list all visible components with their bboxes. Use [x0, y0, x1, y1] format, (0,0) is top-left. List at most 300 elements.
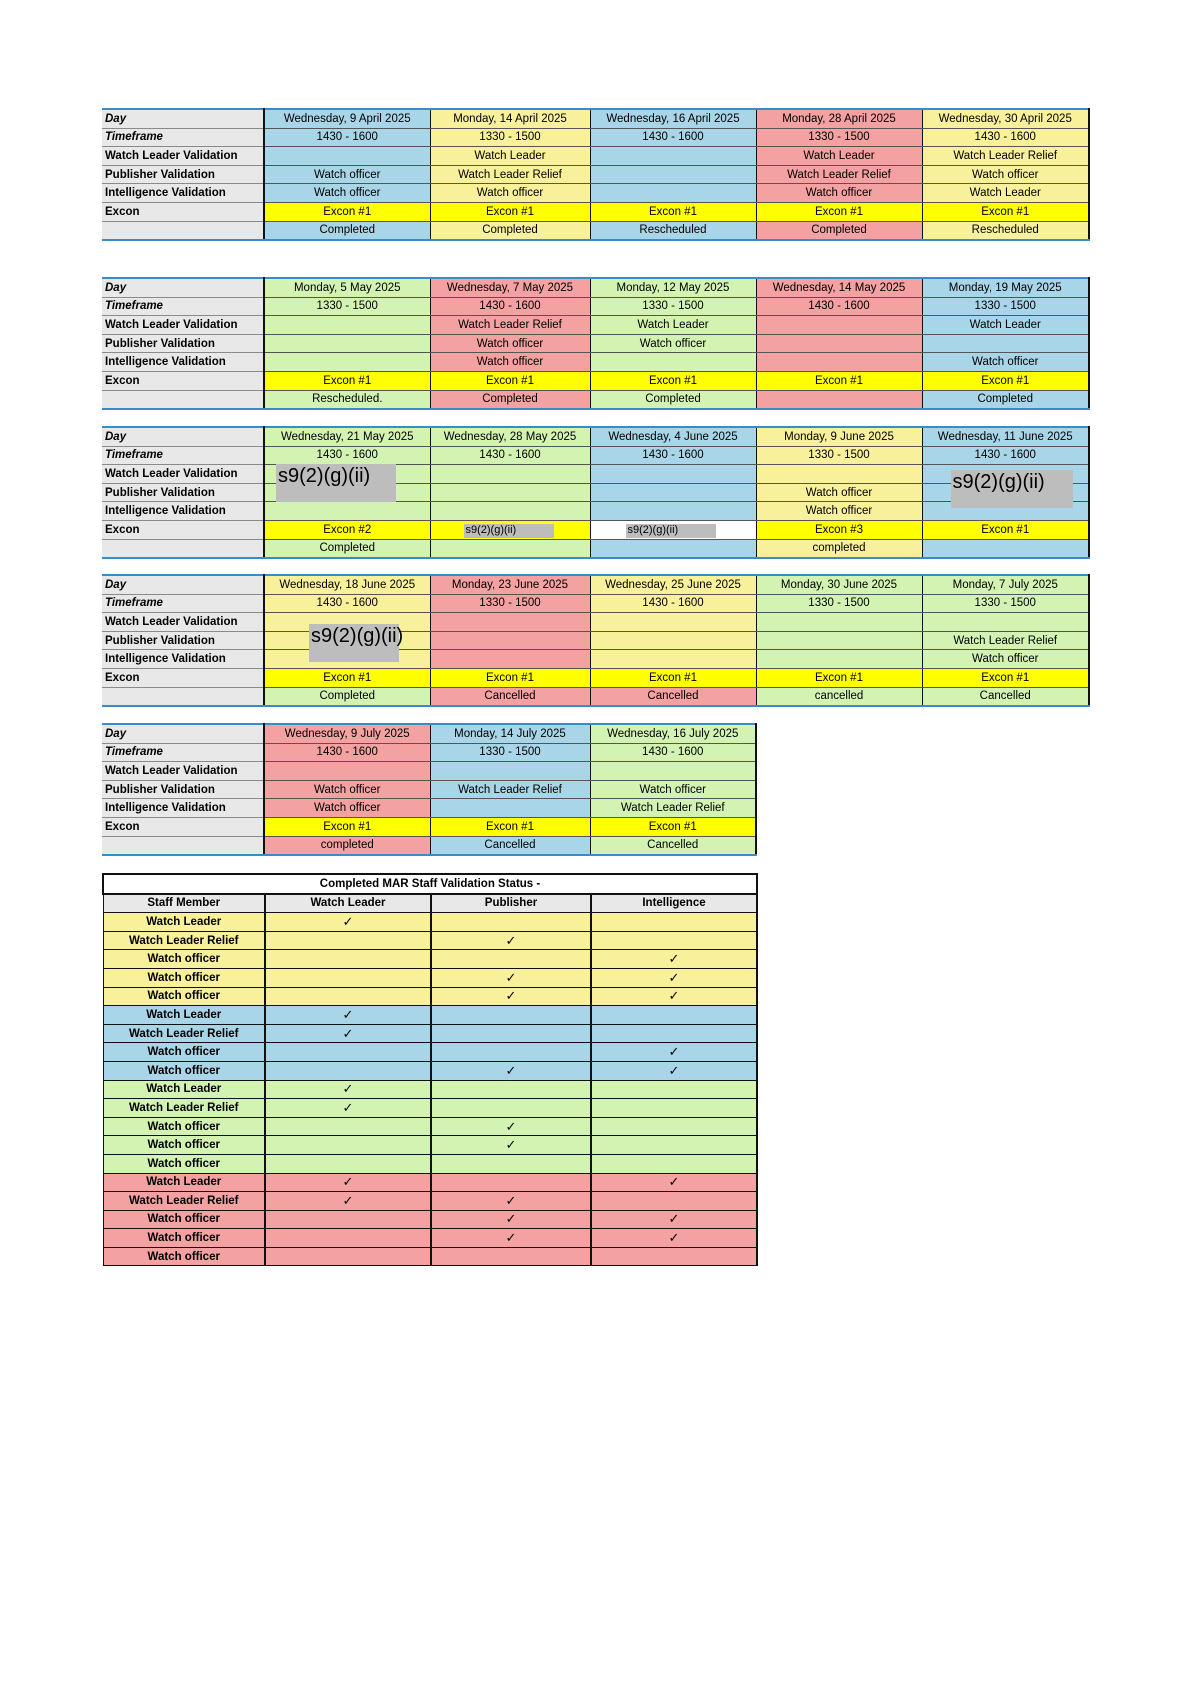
check-icon: ✓ — [342, 1025, 354, 1041]
check-icon: ✓ — [668, 1062, 680, 1078]
day-cell: Wednesday, 9 July 2025 — [264, 724, 430, 743]
day-cell: Wednesday, 18 June 2025 — [264, 575, 430, 594]
intelligence-cell — [430, 650, 590, 669]
table-row — [103, 913, 757, 932]
row-label-intelligence: Intelligence Validation — [102, 650, 264, 669]
table-row — [103, 968, 757, 987]
timeframe-cell: 1430 - 1600 — [430, 446, 590, 465]
intelligence-check-cell — [591, 1080, 757, 1099]
publisher-cell — [430, 483, 590, 502]
intelligence-cell: Watch officer — [756, 184, 922, 203]
watch-leader-cell — [590, 147, 756, 166]
day-cell: Wednesday, 14 May 2025 — [756, 278, 922, 297]
intelligence-cell: Watch officer — [430, 353, 590, 372]
staff-member-name: Watch officer — [103, 987, 265, 1006]
day-cell: Monday, 30 June 2025 — [756, 575, 922, 594]
excon-cell: Excon #1 — [430, 202, 590, 221]
intelligence-cell: Watch officer — [264, 184, 430, 203]
check-icon: ✓ — [342, 1006, 354, 1022]
publisher-check-cell — [431, 1024, 591, 1043]
staff-member-name: Watch officer — [103, 968, 265, 987]
publisher-cell — [922, 334, 1089, 353]
watch-leader-check-cell — [265, 1229, 431, 1248]
table-row — [103, 1229, 757, 1248]
redaction-box: s9(2)(g)(ii) — [626, 524, 716, 538]
status-cell — [430, 539, 590, 558]
staff-member-name: Watch Leader Relief — [103, 1024, 265, 1043]
intelligence-cell: Watch Leader Relief — [590, 799, 756, 818]
timeframe-cell: 1430 - 1600 — [590, 128, 756, 147]
status-cell — [922, 539, 1089, 558]
publisher-cell: Watch Leader Relief — [756, 165, 922, 184]
check-icon: ✓ — [668, 1230, 680, 1246]
staff-member-name: Watch Leader — [103, 1006, 265, 1025]
check-icon: ✓ — [668, 1044, 680, 1060]
header-staff-member: Staff Member — [103, 894, 265, 913]
timeframe-cell: 1430 - 1600 — [756, 297, 922, 316]
timeframe-cell: 1330 - 1500 — [756, 594, 922, 613]
intelligence-check-cell — [591, 1099, 757, 1118]
watch-leader-check-cell — [265, 1154, 431, 1173]
publisher-check-cell — [431, 1229, 591, 1248]
watch-leader-cell — [590, 762, 756, 781]
row-label-excon: Excon — [102, 371, 264, 390]
publisher-cell: Watch Leader Relief — [430, 165, 590, 184]
row-label-publisher: Publisher Validation — [102, 780, 264, 799]
row-label-watch-leader: Watch Leader Validation — [102, 762, 264, 781]
day-cell: Wednesday, 28 May 2025 — [430, 427, 590, 446]
status-rows — [103, 913, 757, 1266]
timeframe-cell: 1430 - 1600 — [590, 594, 756, 613]
publisher-check-cell — [431, 950, 591, 969]
row-label-watch-leader: Watch Leader Validation — [102, 316, 264, 335]
intelligence-check-cell — [591, 1117, 757, 1136]
day-cell: Wednesday, 11 June 2025 — [922, 427, 1089, 446]
watch-leader-check-cell — [265, 950, 431, 969]
excon-cell: Excon #1 — [590, 817, 756, 836]
schedule-table-may-early — [102, 277, 1090, 410]
staff-member-name: Watch officer — [103, 1210, 265, 1229]
staff-member-name: Watch Leader Relief — [103, 1192, 265, 1211]
publisher-check-cell — [431, 1006, 591, 1025]
publisher-cell: Watch officer — [922, 165, 1089, 184]
redaction-box: s9(2)(g)(ii) — [276, 464, 396, 502]
check-icon: ✓ — [505, 988, 517, 1004]
table-row — [103, 1024, 757, 1043]
intelligence-check-cell — [591, 987, 757, 1006]
excon-cell: Excon #1 — [590, 371, 756, 390]
publisher-check-cell — [431, 1043, 591, 1062]
table-row — [103, 1043, 757, 1062]
row-label-status — [102, 687, 264, 706]
intelligence-cell — [590, 184, 756, 203]
staff-member-name: Watch officer — [103, 1061, 265, 1080]
redaction-box: s9(2)(g)(ii) — [951, 470, 1073, 508]
table-row — [103, 1247, 757, 1266]
staff-member-name: Watch Leader — [103, 1080, 265, 1099]
day-cell: Wednesday, 9 April 2025 — [264, 109, 430, 128]
watch-leader-check-cell — [265, 1080, 431, 1099]
excon-cell: Excon #1 — [264, 817, 430, 836]
check-icon: ✓ — [342, 1174, 354, 1190]
schedule-table-may-june — [102, 426, 1090, 559]
intelligence-check-cell — [591, 1006, 757, 1025]
row-label-intelligence: Intelligence Validation — [102, 353, 264, 372]
timeframe-cell: 1430 - 1600 — [264, 446, 430, 465]
intelligence-check-cell — [591, 1229, 757, 1248]
status-table-title: Completed MAR Staff Validation Status - — [103, 874, 757, 894]
publisher-cell — [590, 483, 756, 502]
intelligence-cell: Watch officer — [922, 650, 1089, 669]
publisher-check-cell — [431, 1173, 591, 1192]
row-label-timeframe: Timeframe — [102, 594, 264, 613]
intelligence-check-cell — [591, 950, 757, 969]
table-row — [103, 1006, 757, 1025]
status-cell: Completed — [264, 221, 430, 240]
row-label-status — [102, 390, 264, 409]
timeframe-cell: 1330 - 1500 — [756, 128, 922, 147]
publisher-check-cell — [431, 1117, 591, 1136]
check-icon: ✓ — [342, 1192, 354, 1208]
publisher-cell: Watch officer — [590, 780, 756, 799]
watch-leader-check-cell — [265, 1192, 431, 1211]
publisher-cell — [264, 624, 430, 650]
check-icon: ✓ — [505, 1137, 517, 1153]
publisher-check-cell — [431, 931, 591, 950]
excon-cell: Excon #1 — [922, 202, 1089, 221]
publisher-cell: Watch Leader Relief — [922, 631, 1089, 650]
intelligence-cell: Watch officer — [264, 799, 430, 818]
row-label-publisher: Publisher Validation — [102, 165, 264, 184]
status-cell: Cancelled — [590, 687, 756, 706]
row-label-publisher: Publisher Validation — [102, 631, 264, 650]
watch-leader-cell — [590, 465, 756, 484]
status-cell: Cancelled — [922, 687, 1089, 706]
row-label-status — [102, 539, 264, 558]
header-publisher: Publisher — [431, 894, 591, 913]
row-label-intelligence: Intelligence Validation — [102, 799, 264, 818]
timeframe-cell: 1330 - 1500 — [430, 128, 590, 147]
day-cell: Monday, 9 June 2025 — [756, 427, 922, 446]
day-cell: Monday, 12 May 2025 — [590, 278, 756, 297]
staff-member-name: Watch Leader — [103, 913, 265, 932]
status-cell: Rescheduled. — [264, 390, 430, 409]
row-label-watch-leader: Watch Leader Validation — [102, 465, 264, 484]
row-label-timeframe: Timeframe — [102, 743, 264, 762]
watch-leader-cell: Watch Leader — [922, 316, 1089, 335]
intelligence-check-cell — [591, 1210, 757, 1229]
table-row — [103, 1192, 757, 1211]
intelligence-check-cell — [591, 1024, 757, 1043]
publisher-cell — [264, 334, 430, 353]
staff-member-name: Watch officer — [103, 1043, 265, 1062]
staff-validation-status-table — [102, 873, 758, 1266]
staff-member-name: Watch officer — [103, 1154, 265, 1173]
status-cell: Cancelled — [590, 836, 756, 855]
redaction-box: s9(2)(g)(ii) — [309, 624, 399, 662]
day-cell: Monday, 23 June 2025 — [430, 575, 590, 594]
intelligence-cell — [756, 650, 922, 669]
intelligence-cell — [756, 353, 922, 372]
watch-leader-check-cell — [265, 987, 431, 1006]
intelligence-check-cell — [591, 913, 757, 932]
watch-leader-check-cell — [265, 1136, 431, 1155]
row-label-publisher: Publisher Validation — [102, 334, 264, 353]
staff-member-name: Watch officer — [103, 1117, 265, 1136]
row-label-status — [102, 221, 264, 240]
publisher-check-cell — [431, 1080, 591, 1099]
publisher-check-cell — [431, 1247, 591, 1266]
watch-leader-check-cell — [265, 1117, 431, 1136]
intelligence-cell — [590, 502, 756, 521]
status-cell: completed — [264, 836, 430, 855]
timeframe-cell: 1430 - 1600 — [264, 128, 430, 147]
status-cell: Completed — [590, 390, 756, 409]
row-label-timeframe: Timeframe — [102, 128, 264, 147]
watch-leader-cell — [264, 147, 430, 166]
watch-leader-cell: Watch Leader Relief — [922, 147, 1089, 166]
watch-leader-cell: Watch Leader — [430, 147, 590, 166]
publisher-check-cell — [431, 987, 591, 1006]
publisher-cell — [756, 631, 922, 650]
timeframe-cell: 1330 - 1500 — [430, 743, 590, 762]
publisher-check-cell — [431, 1154, 591, 1173]
excon-cell: Excon #1 — [264, 202, 430, 221]
excon-cell: Excon #1 — [264, 668, 430, 687]
row-label-status — [102, 836, 264, 855]
publisher-check-cell — [431, 1192, 591, 1211]
status-cell: Completed — [264, 539, 430, 558]
status-cell: Cancelled — [430, 836, 590, 855]
redaction-box: s9(2)(g)(ii) — [464, 524, 554, 538]
day-cell: Monday, 14 April 2025 — [430, 109, 590, 128]
watch-leader-cell — [756, 465, 922, 484]
timeframe-cell: 1430 - 1600 — [590, 743, 756, 762]
day-cell: Monday, 28 April 2025 — [756, 109, 922, 128]
publisher-cell — [922, 470, 1089, 502]
publisher-cell: Watch Leader Relief — [430, 780, 590, 799]
day-cell: Wednesday, 25 June 2025 — [590, 575, 756, 594]
publisher-cell: Watch officer — [264, 165, 430, 184]
publisher-check-cell — [431, 968, 591, 987]
publisher-cell: Watch officer — [756, 483, 922, 502]
intelligence-cell: Watch officer — [430, 184, 590, 203]
day-cell: Wednesday, 16 April 2025 — [590, 109, 756, 128]
row-label-timeframe: Timeframe — [102, 297, 264, 316]
status-cell: Rescheduled — [922, 221, 1089, 240]
day-cell: Monday, 14 July 2025 — [430, 724, 590, 743]
publisher-cell — [756, 334, 922, 353]
timeframe-cell: 1430 - 1600 — [922, 128, 1089, 147]
intelligence-check-cell — [591, 1192, 757, 1211]
excon-cell: Excon #1 — [756, 371, 922, 390]
status-cell — [756, 390, 922, 409]
row-label-publisher: Publisher Validation — [102, 483, 264, 502]
table-row — [103, 1117, 757, 1136]
timeframe-cell: 1430 - 1600 — [430, 297, 590, 316]
watch-leader-cell — [430, 465, 590, 484]
excon-cell: Excon #1 — [756, 202, 922, 221]
status-cell: cancelled — [756, 687, 922, 706]
timeframe-cell: 1330 - 1500 — [590, 297, 756, 316]
staff-member-name: Watch Leader — [103, 1173, 265, 1192]
table-row — [103, 1099, 757, 1118]
check-icon: ✓ — [505, 1062, 517, 1078]
status-cell — [590, 539, 756, 558]
row-label-timeframe: Timeframe — [102, 446, 264, 465]
status-cell: Completed — [756, 221, 922, 240]
day-cell: Monday, 7 July 2025 — [922, 575, 1089, 594]
excon-cell: Excon #1 — [430, 371, 590, 390]
check-icon: ✓ — [505, 932, 517, 948]
day-cell: Monday, 19 May 2025 — [922, 278, 1089, 297]
check-icon: ✓ — [668, 1174, 680, 1190]
schedule-table-june-july — [102, 574, 1090, 707]
check-icon: ✓ — [505, 1192, 517, 1208]
excon-cell: Excon #1 — [430, 817, 590, 836]
table-row — [103, 931, 757, 950]
day-cell: Wednesday, 4 June 2025 — [590, 427, 756, 446]
staff-member-name: Watch officer — [103, 1229, 265, 1248]
status-cell: Completed — [922, 390, 1089, 409]
row-label-excon: Excon — [102, 202, 264, 221]
timeframe-cell: 1330 - 1500 — [922, 594, 1089, 613]
watch-leader-cell — [590, 613, 756, 632]
excon-cell: Excon #1 — [590, 668, 756, 687]
intelligence-cell — [264, 502, 430, 521]
watch-leader-cell: Watch Leader — [590, 316, 756, 335]
check-icon: ✓ — [505, 969, 517, 985]
intelligence-cell — [430, 502, 590, 521]
watch-leader-cell — [756, 316, 922, 335]
timeframe-cell: 1330 - 1500 — [264, 297, 430, 316]
check-icon: ✓ — [342, 1081, 354, 1097]
watch-leader-check-cell — [265, 913, 431, 932]
header-watch-leader: Watch Leader — [265, 894, 431, 913]
watch-leader-cell — [264, 316, 430, 335]
intelligence-cell — [590, 353, 756, 372]
row-label-watch-leader: Watch Leader Validation — [102, 613, 264, 632]
watch-leader-cell — [264, 465, 430, 488]
excon-cell: Excon #1 — [756, 668, 922, 687]
watch-leader-check-cell — [265, 1210, 431, 1229]
table-row — [103, 1154, 757, 1173]
header-intelligence: Intelligence — [591, 894, 757, 913]
intelligence-check-cell — [591, 1247, 757, 1266]
intelligence-cell — [430, 799, 590, 818]
timeframe-cell: 1430 - 1600 — [264, 594, 430, 613]
publisher-check-cell — [431, 1099, 591, 1118]
row-label-intelligence: Intelligence Validation — [102, 502, 264, 521]
intelligence-cell — [590, 650, 756, 669]
table-row — [103, 1061, 757, 1080]
row-label-day: Day — [102, 427, 264, 446]
row-label-day: Day — [102, 724, 264, 743]
status-cell: Rescheduled — [590, 221, 756, 240]
table-row — [103, 950, 757, 969]
publisher-check-cell — [431, 913, 591, 932]
day-cell: Wednesday, 16 July 2025 — [590, 724, 756, 743]
intelligence-check-cell — [591, 1043, 757, 1062]
status-cell: Completed — [264, 687, 430, 706]
row-label-excon: Excon — [102, 817, 264, 836]
publisher-check-cell — [431, 1210, 591, 1229]
watch-leader-check-cell — [265, 1006, 431, 1025]
check-icon: ✓ — [505, 1211, 517, 1227]
excon-cell: Excon #1 — [922, 520, 1089, 539]
table-row — [103, 1136, 757, 1155]
watch-leader-check-cell — [265, 1043, 431, 1062]
excon-cell: Excon #1 — [430, 668, 590, 687]
watch-leader-cell — [756, 613, 922, 632]
publisher-cell: Watch officer — [430, 334, 590, 353]
intelligence-cell: Watch officer — [756, 502, 922, 521]
intelligence-check-cell — [591, 1136, 757, 1155]
staff-member-name: Watch officer — [103, 1136, 265, 1155]
status-cell: Completed — [430, 221, 590, 240]
watch-leader-check-cell — [265, 1247, 431, 1266]
table-row — [103, 1210, 757, 1229]
schedule-table-july — [102, 723, 757, 856]
day-cell: Monday, 5 May 2025 — [264, 278, 430, 297]
row-label-day: Day — [102, 575, 264, 594]
check-icon: ✓ — [505, 1230, 517, 1246]
timeframe-cell: 1330 - 1500 — [922, 297, 1089, 316]
status-cell: completed — [756, 539, 922, 558]
excon-cell: Excon #1 — [264, 371, 430, 390]
row-label-intelligence: Intelligence Validation — [102, 184, 264, 203]
intelligence-cell: Watch officer — [922, 353, 1089, 372]
timeframe-cell: 1330 - 1500 — [430, 594, 590, 613]
watch-leader-check-cell — [265, 931, 431, 950]
table-row — [103, 1173, 757, 1192]
intelligence-cell — [264, 353, 430, 372]
excon-cell: Excon #1 — [922, 371, 1089, 390]
intelligence-check-cell — [591, 1173, 757, 1192]
excon-cell — [590, 520, 756, 539]
excon-cell: Excon #2 — [264, 520, 430, 539]
watch-leader-cell: Watch Leader Relief — [430, 316, 590, 335]
excon-cell — [430, 520, 590, 539]
check-icon: ✓ — [668, 951, 680, 967]
intelligence-check-cell — [591, 1154, 757, 1173]
watch-leader-cell — [430, 762, 590, 781]
timeframe-cell: 1430 - 1600 — [922, 446, 1089, 465]
timeframe-cell: 1430 - 1600 — [590, 446, 756, 465]
staff-member-name: Watch officer — [103, 950, 265, 969]
publisher-cell — [590, 631, 756, 650]
check-icon: ✓ — [505, 1118, 517, 1134]
publisher-cell — [430, 631, 590, 650]
intelligence-check-cell — [591, 1061, 757, 1080]
row-label-watch-leader: Watch Leader Validation — [102, 147, 264, 166]
row-label-excon: Excon — [102, 668, 264, 687]
watch-leader-check-cell — [265, 1061, 431, 1080]
schedule-table-april — [102, 108, 1090, 241]
check-icon: ✓ — [342, 1099, 354, 1115]
row-label-day: Day — [102, 109, 264, 128]
staff-member-name: Watch Leader Relief — [103, 1099, 265, 1118]
intelligence-cell: Watch Leader — [922, 184, 1089, 203]
status-cell: Cancelled — [430, 687, 590, 706]
day-cell: Wednesday, 30 April 2025 — [922, 109, 1089, 128]
watch-leader-cell: Watch Leader — [756, 147, 922, 166]
day-cell: Wednesday, 7 May 2025 — [430, 278, 590, 297]
publisher-cell — [590, 165, 756, 184]
check-icon: ✓ — [668, 988, 680, 1004]
publisher-check-cell — [431, 1061, 591, 1080]
watch-leader-cell — [264, 762, 430, 781]
